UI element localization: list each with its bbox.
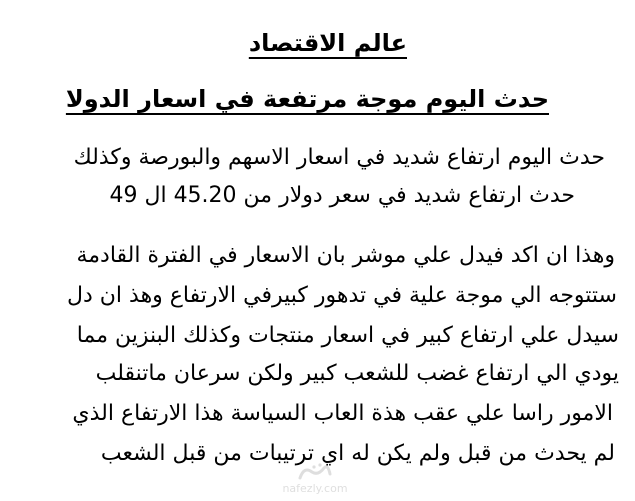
paragraph-2-line-2: ستتوجه الي موجة علية في تدهور كبيرفي الارتفاع وهذ ان دل bbox=[67, 283, 617, 308]
document-title: عالم الاقتصاد bbox=[248, 29, 407, 57]
paragraph-1-line-1: حدث اليوم ارتفاع شديد في اسعار الاسهم والبورصة وكذلك bbox=[73, 145, 605, 170]
watermark bbox=[270, 462, 360, 498]
paragraph-2-line-5: الامور راسا علي عقب هذة العاب السياسة هذا الارتفاع الذي bbox=[72, 401, 613, 426]
watermark-text: nafezly.com bbox=[282, 482, 348, 495]
paragraph-2-line-6: لم يحدث من قبل ولم يكن له اي ترتيبات من قبل الشعب bbox=[100, 441, 615, 466]
paragraph-2-line-4: يودي الي ارتفاع غضب للشعب كبير ولكن سرعان ماتنقلب bbox=[95, 361, 619, 386]
paragraph-1-line-2: حدث ارتفاع شديد في سعر دولار من 45.20 ال 49 bbox=[109, 183, 575, 208]
headline: حدث اليوم موجة مرتفعة في اسعار الدولا bbox=[65, 85, 549, 113]
paragraph-2-line-1: وهذا ان اكد فيدل علي موشر بان الاسعار في الفترة القادمة bbox=[76, 243, 615, 268]
paragraph-2-line-3: سيدل علي ارتفاع كبير في اسعار منتجات وكذلك البنزين مما bbox=[76, 323, 619, 348]
